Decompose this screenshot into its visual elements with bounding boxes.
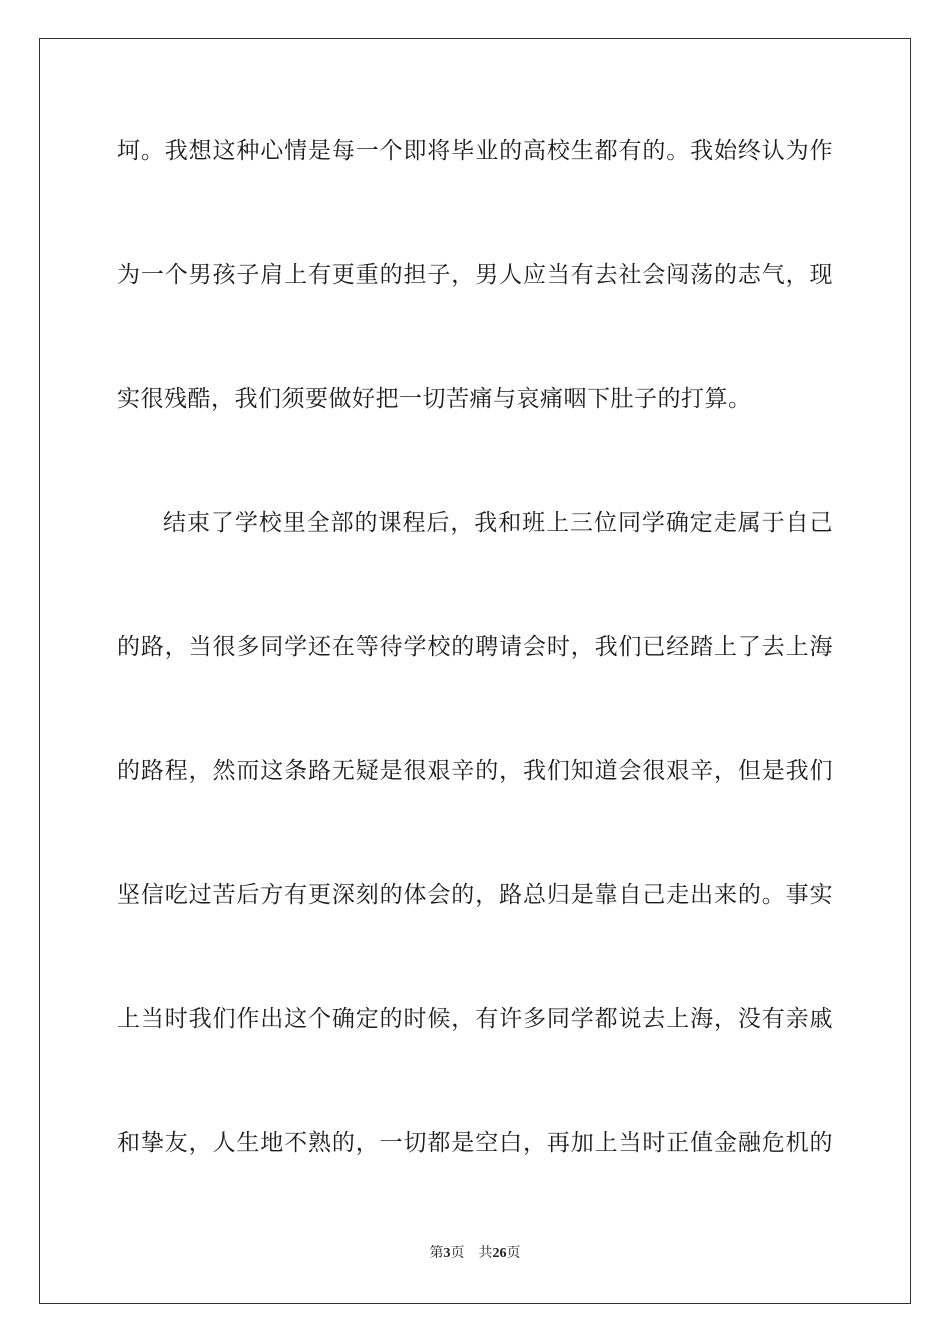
body-text-line: 的路，当很多同学还在等待学校的聘请会时，我们已经踏上了去上海 [117, 634, 833, 660]
page-number: 3 [443, 1246, 451, 1261]
page-footer [0, 1243, 950, 1264]
body-text-line: 实很残酷，我们须要做好把一切苦痛与哀痛咽下肚子的打算。 [117, 386, 752, 412]
page-label-suffix: 页 [450, 1245, 465, 1261]
body-text-line: 坚信吃过苦后方有更深刻的体会的，路总归是靠自己走出来的。事实 [117, 882, 833, 908]
body-text-line: 和挚友，人生地不熟的，一切都是空白，再加上当时正值金融危机的 [117, 1130, 833, 1156]
total-label-suffix: 页 [506, 1245, 521, 1261]
body-text-line: 坷。我想这种心情是每一个即将毕业的高校生都有的。我始终认为作 [117, 138, 833, 164]
page-label-prefix: 第 [429, 1245, 444, 1261]
paragraph-first-line: 结束了学校里全部的课程后，我和班上三位同学确定走属于自己 [163, 510, 833, 536]
total-label-prefix: 共 [478, 1245, 493, 1261]
body-text-line: 上当时我们作出这个确定的时候，有许多同学都说去上海，没有亲戚 [117, 1006, 833, 1032]
total-pages: 26 [492, 1246, 507, 1261]
body-text-line: 的路程，然而这条路无疑是很艰辛的，我们知道会很艰辛，但是我们 [117, 758, 833, 784]
page-border [39, 38, 911, 1304]
body-text-line: 为一个男孩子肩上有更重的担子，男人应当有去社会闯荡的志气，现 [117, 262, 833, 288]
